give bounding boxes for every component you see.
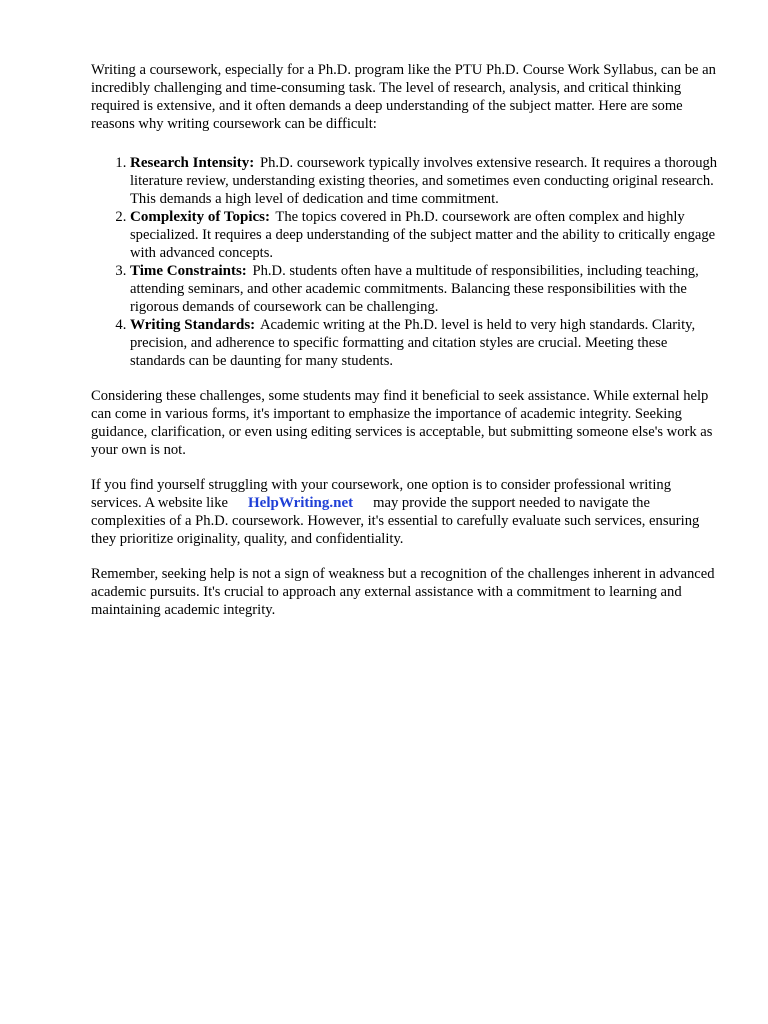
- helpwriting-link[interactable]: HelpWriting.net: [248, 495, 354, 511]
- services-text-after: may provide the support needed to navigate the complexities of a Ph.D. coursework. However, it's essential to carefully evaluate such services, ensuring they prioritize originality, quality, and confidentiality.: [91, 495, 700, 547]
- reasons-list: [91, 154, 721, 370]
- list-item: [130, 154, 721, 208]
- list-item: [130, 208, 721, 262]
- list-item: [130, 262, 721, 316]
- intro-paragraph: Writing a coursework, especially for a Ph.D. program like the PTU Ph.D. Course Work Syllabus, can be an incredibly challenging and time-consuming task. The level of research, analysis, and critical thinking required is extensive, and it often demands a deep understanding of the subject matter. Here are some reasons why writing coursework can be difficult:: [91, 62, 716, 132]
- list-item: [130, 316, 721, 370]
- reason-term: Time Constraints:: [130, 263, 247, 279]
- reason-term: Writing Standards:: [130, 317, 256, 333]
- reason-term: Research Intensity:: [130, 155, 255, 171]
- reason-term: Complexity of Topics:: [130, 209, 271, 225]
- document-body: [91, 61, 721, 636]
- reason-text: Ph.D. coursework typically involves extensive research. It requires a thorough literature review, understanding existing theories, and sometimes even conducting original research. This demands a high level of dedication and time commitment.: [130, 155, 718, 207]
- reason-text: Academic writing at the Ph.D. level is held to very high standards. Clarity, precision, and adherence to specific formatting and citation styles are crucial. Meeting these standards can be daunting for many students.: [130, 317, 696, 369]
- reason-text: The topics covered in Ph.D. coursework are often complex and highly specialized. It requires a deep understanding of the subject matter and the ability to critically engage with advanced concepts.: [130, 209, 716, 261]
- services-text-before: If you find yourself struggling with your coursework, one option is to consider professional writing services. A website like: [91, 477, 672, 511]
- closing-paragraph: Remember, seeking help is not a sign of weakness but a recognition of the challenges inherent in advanced academic pursuits. It's crucial to approach any external assistance with a commitment to learning and maintaining academic integrity.: [91, 566, 715, 618]
- services-paragraph: [91, 476, 721, 548]
- considerations-paragraph: Considering these challenges, some students may find it beneficial to seek assistance. While external help can come in various forms, it's important to emphasize the importance of academic integrity. Seeking guidance, clarification, or even using editing services is acceptable, but submitting someone else's work as your own is not.: [91, 388, 713, 458]
- reason-text: Ph.D. students often have a multitude of responsibilities, including teaching, attending seminars, and other academic commitments. Balancing these responsibilities with the rigorous demands of coursework can be challenging.: [130, 263, 699, 315]
